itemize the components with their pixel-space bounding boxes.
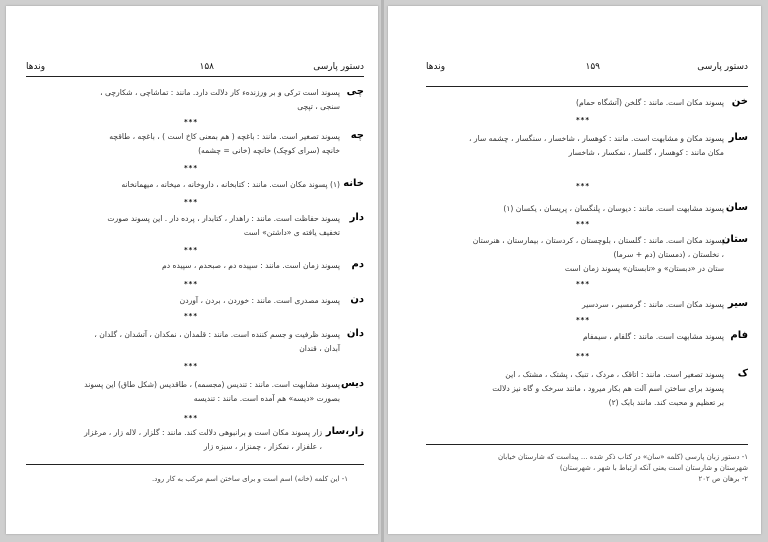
entry-body [26,378,340,406]
book-spine [381,0,384,542]
entry-k [426,368,748,410]
entry-body [426,202,724,216]
entry-body [26,178,340,192]
entry-faam [426,330,748,344]
entry-head: دیس [340,378,364,389]
entry-line: پسوند تصغیر است. مانند : باغچه ( هم بمعنی کاخ است ) ، باغچه ، طاقچه [109,132,340,141]
entry-head: فام [730,330,748,341]
entry-line: زار پسوند مکان است و برانبوهی دلالت کند. مانند : گلزار ، لاله زار ، مرغزار [84,428,322,437]
entry-line: آبدان ، قندان [299,344,340,353]
entry-line: تخفیف یافته ی «داشتن» است [243,228,340,237]
entry-head: دار [349,212,364,223]
separator: *** [184,118,198,126]
entry-line: پسوند زمان است. مانند : سپیده دم ، صبحدم ، سپیده دم [162,261,340,270]
footnote-line: ۲- برهان ص ۲۰۲ [698,475,748,483]
entry-head: سان [725,202,748,213]
entry-line: پسوند برای ساختن اسم آلت هم بکار میرود ، مانند سرخک و گاه نیز دلالت [492,384,724,393]
entry-body [26,294,340,308]
separator: *** [184,414,198,422]
entry-line: ، علفزار ، نمکزار ، چمنزار ، سبزه زار [203,442,322,451]
footnotes [426,452,748,485]
entry-khane [26,178,364,192]
header-rule [26,76,364,77]
entry-body [26,328,340,356]
entry-line: پسوند حفاظت است. مانند : راهدار ، کتابدار ، پرده دار . این پسوند صورت [107,214,340,223]
entry-head: سار [728,132,748,143]
entry-saan [426,202,748,216]
entry-zar-sar [26,426,364,454]
entry-head: چی [346,86,364,97]
entry-head: ستان [721,234,748,245]
entry-head: دم [351,259,364,270]
header-rule [426,86,748,87]
entry-head: ک [737,368,748,379]
entry-body [426,132,724,160]
entry-sir [426,298,748,312]
entry-che [26,130,364,158]
entry-line: پسوند مکان است. مانند : گرمسیر ، سردسیر [582,300,724,309]
header-section-title: وندها [26,62,46,72]
entry-head: دن [350,294,364,305]
entry-line: پسوند تصغیر است. مانند : اتاقک ، مردک ، تنبک ، پشتک ، مشتک ، این [505,370,724,379]
entry-line: پسوند ظرفیت و جسم کننده است. مانند : قلمدان ، نمکدان ، آتشدان ، گلدان ، [94,330,340,339]
entry-body [26,426,322,454]
header-book-title: دستور پارسی [697,62,748,72]
entry-head: سیر [727,298,748,309]
footnote: ۱- این کلمه (خانه) اسم است و برای ساختن اسم مرکب به کار رود. [152,475,348,483]
entry-body [426,368,724,410]
entry-line: پسوند مکان و مشابهت است. مانند : کوهسار ، شاخسار ، سنگسار ، چشمه سار ، [469,134,724,143]
entry-dan [26,294,364,308]
entry-chi [26,86,364,114]
entry-line: بصورت «دیسه» هم آمده است. مانند : تندیسه [193,394,340,403]
entry-body [26,86,340,114]
header-page-number: ۱۵۸ [199,62,214,72]
entry-line: پسوند مشابهت است. مانند : گلفام ، سیمفام [582,332,724,341]
entry-dar [26,212,364,240]
right-page-header [426,62,748,76]
entry-khan [426,96,748,110]
entry-line: پسوند مکان است. مانند : گلخن (آتشگاه حمام) [576,98,724,107]
separator: *** [576,116,590,124]
header-section-title: وندها [426,62,446,72]
separator: *** [576,280,590,288]
entry-body [426,234,724,276]
entry-head: زار،سار [325,426,364,437]
entry-body [26,259,340,273]
separator: *** [184,362,198,370]
header-book-title: دستور پارسی [313,62,364,72]
separator: *** [184,312,198,320]
entry-dis [26,378,364,406]
entry-line: خانچه (سرای کوچک) خانچه (خانی = چشمه) [198,146,340,155]
entry-daan [26,328,364,356]
separator: *** [576,220,590,228]
entry-head: چه [350,130,364,141]
left-page [6,6,378,534]
entry-line: بر تعظیم و محبت کند. مانند بابک (۲) [608,398,724,407]
entry-dam [26,259,364,273]
right-page [388,6,761,534]
entry-line: ، نخلستان ، (دمستان (دم + سرما) [613,250,724,259]
left-page-header [26,62,364,76]
entry-line: (۱) پسوند مکان است. مانند : کتابخانه ، داروخانه ، میخانه ، میهمانخانه [121,180,340,189]
entry-line: مکان مانند : کوهسار ، گلسار ، نمکسار ، شاخسار [568,148,724,157]
footnote-line: شهرستان و شارستان است یعنی آنکه ارتباط با شهر ، شهرستان) [559,464,748,472]
separator: *** [184,164,198,172]
entry-body [426,298,724,312]
entry-line: سنجی ، تپچی [297,102,340,111]
separator: *** [184,198,198,206]
separator: *** [184,280,198,288]
entry-line: پسوند مشابهت است. مانند : دیوسان ، پلنگسان ، پریسان ، یکسان (۱) [503,204,724,213]
separator: *** [184,246,198,254]
entry-body [426,330,724,344]
entry-setan [426,234,748,276]
entry-line: پسوند مصدری است. مانند : خوردن ، بردن ، آوردن [179,296,340,305]
entry-head: خن [731,96,748,107]
footnote-rule [26,464,364,465]
entry-line: ستان در «دبستان» و «تابستان» پسوند زمان است [564,264,724,273]
footnote-rule [426,444,748,445]
entry-line: پسوند است ترکی و بر ورزندهء کار دلالت دارد. مانند : تماشاچی ، شکارچی ، [100,88,340,97]
separator: *** [576,352,590,360]
separator: *** [576,316,590,324]
entry-head: دان [346,328,364,339]
entry-line: پسوند مشابهت است. مانند : تندیس (مجسمه) ، طاقدیس (شکل طاق) این پسوند [84,380,340,389]
entry-line: پسوند مکان است. مانند : گلستان ، بلوچستان ، کردستان ، بیمارستان ، هنرستان [472,236,724,245]
separator: *** [576,182,590,190]
entry-head: خانه [343,178,364,189]
header-page-number: ۱۵۹ [585,62,600,72]
entry-body [26,130,340,158]
entry-body [26,212,340,240]
entry-saar [426,132,748,160]
footnote-line: ۱- دستور زبان پارسی (کلمه «سان» در کتاب ذکر شده ... پیداست که شارستان خیابان [498,453,748,461]
entry-body [426,96,724,110]
